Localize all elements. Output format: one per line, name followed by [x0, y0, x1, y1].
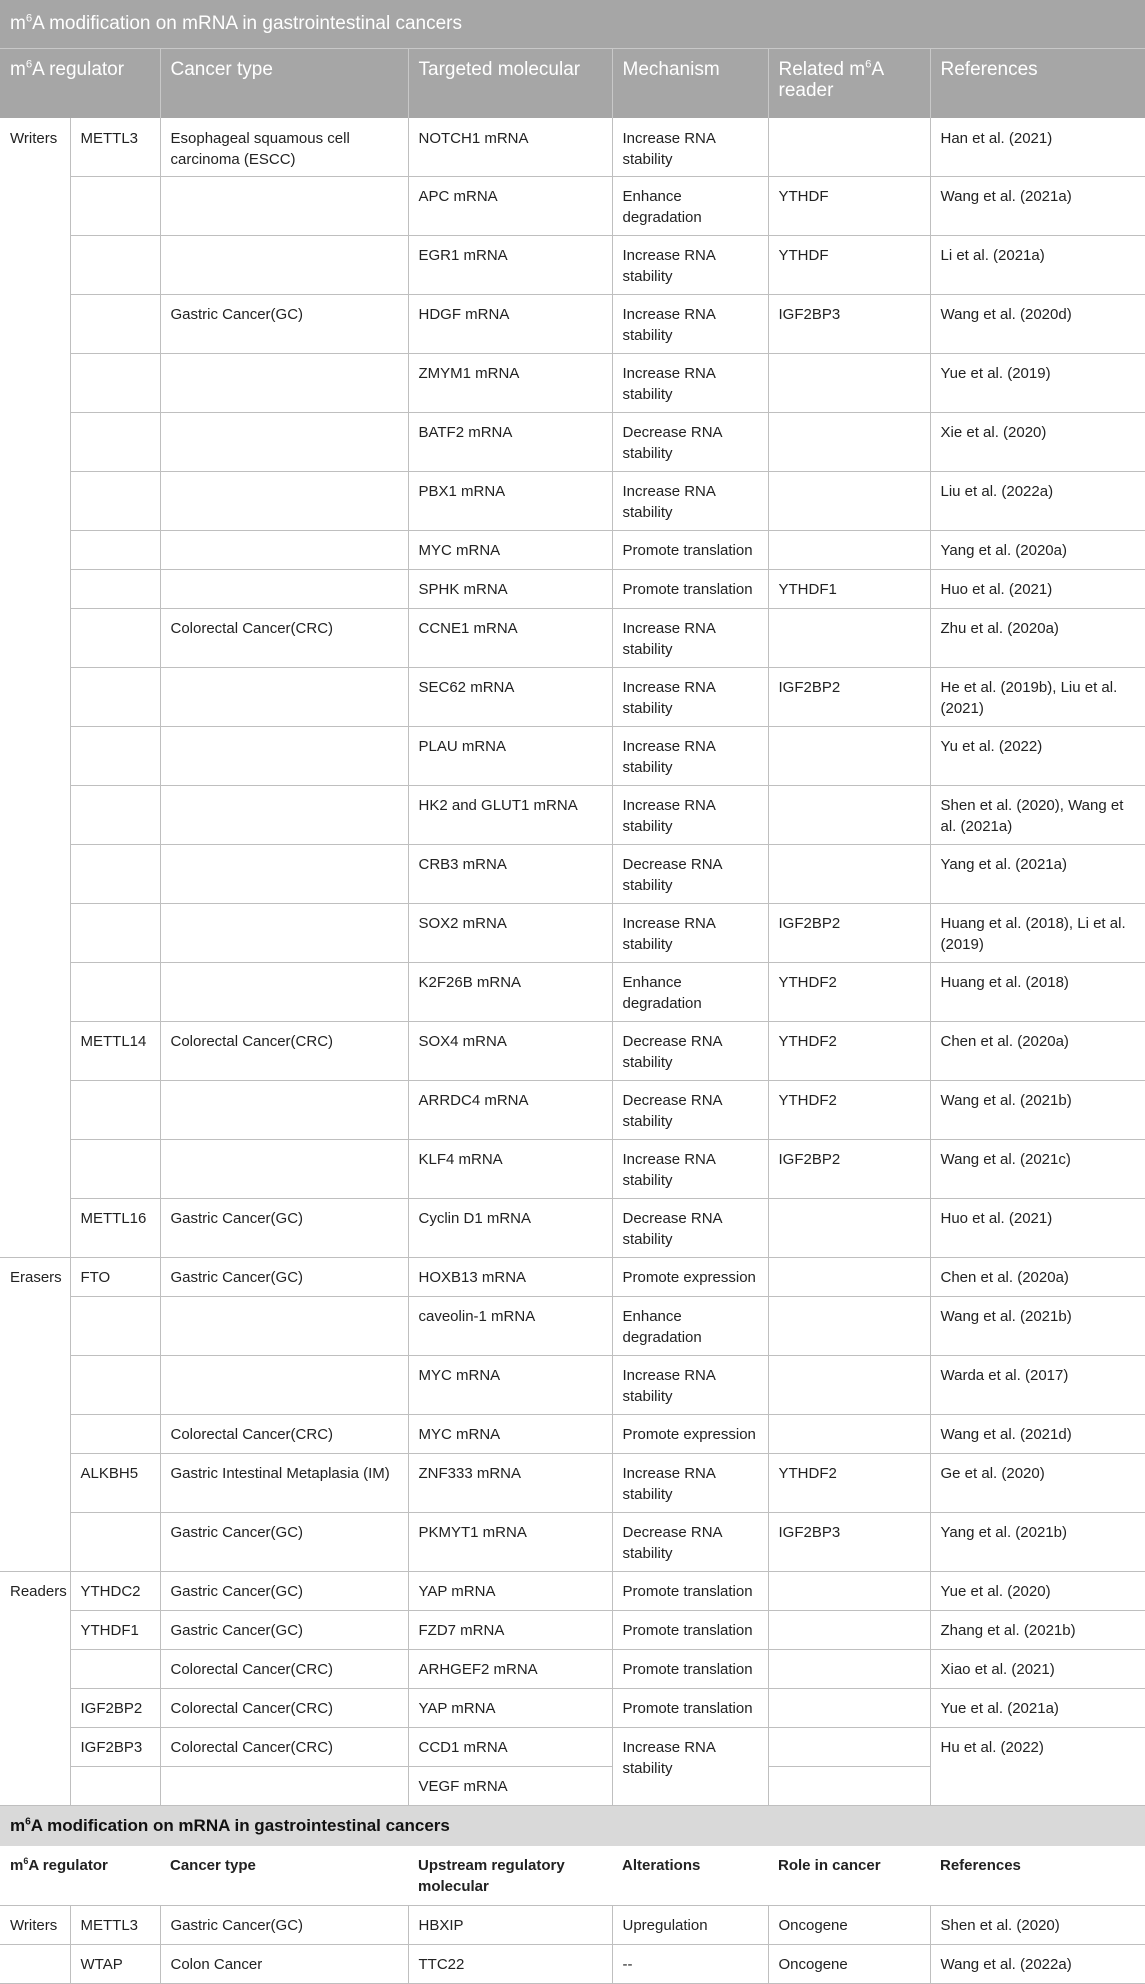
t2-cell-0: Writers [0, 1905, 70, 1944]
table-row [0, 1140, 1145, 1199]
cell-related-reader: YTHDF2 [768, 1022, 930, 1081]
cell-category: Erasers [0, 1258, 70, 1572]
cell-regulator [70, 295, 160, 354]
cell-cancer-type: Colorectal Cancer(CRC) [160, 1415, 408, 1454]
table-row [0, 904, 1145, 963]
cell-related-reader: YTHDF1 [768, 570, 930, 609]
cell-references: Han et al. (2021) [930, 118, 1145, 177]
table-row [0, 1454, 1145, 1513]
cell-related-reader [768, 786, 930, 845]
cell-references: Wang et al. (2021b) [930, 1297, 1145, 1356]
cell-regulator: YTHDF1 [70, 1611, 160, 1650]
table-row [0, 354, 1145, 413]
cell-related-reader: YTHDF2 [768, 963, 930, 1022]
t2-header-upstream: Upstream regulatory molecular [408, 1846, 612, 1905]
cell-regulator: METTL14 [70, 1022, 160, 1081]
cell-regulator [70, 1297, 160, 1356]
cell-cancer-type [160, 1140, 408, 1199]
cell-related-reader: IGF2BP3 [768, 295, 930, 354]
table-row [0, 1689, 1145, 1728]
cell-mechanism: Increase RNA stability [612, 786, 768, 845]
t2-cell-4: Upregulation [612, 1905, 768, 1944]
cell-cancer-type: Gastric Cancer(GC) [160, 1513, 408, 1572]
cell-related-reader: YTHDF2 [768, 1454, 930, 1513]
cell-targeted-molecular: K2F26B mRNA [408, 963, 612, 1022]
cell-related-reader [768, 727, 930, 786]
cell-regulator [70, 472, 160, 531]
cell-targeted-molecular: SPHK mRNA [408, 570, 612, 609]
cell-regulator: METTL3 [70, 118, 160, 177]
cell-mechanism: Decrease RNA stability [612, 1081, 768, 1140]
cell-mechanism: Increase RNA stability [612, 609, 768, 668]
cell-cancer-type [160, 531, 408, 570]
cell-targeted-molecular: PBX1 mRNA [408, 472, 612, 531]
cell-mechanism: Increase RNA stability [612, 354, 768, 413]
cell-cancer-type: Gastric Cancer(GC) [160, 1199, 408, 1258]
cell-cancer-type [160, 236, 408, 295]
table2-title: $m^6A$ modification on mRNA in gastrointestinal cancers [0, 1806, 1145, 1847]
cell-mechanism: Increase RNA stability [612, 236, 768, 295]
cell-references: Wang et al. (2021d) [930, 1415, 1145, 1454]
cell-mechanism: Enhance degradation [612, 963, 768, 1022]
t2-cell-2: Gastric Cancer(GC) [160, 1905, 408, 1944]
cell-mechanism: Increase RNA stability [612, 472, 768, 531]
cell-related-reader [768, 472, 930, 531]
header-references: References [930, 49, 1145, 118]
cell-mechanism: Increase RNA stability [612, 1728, 768, 1806]
cell-mechanism: Increase RNA stability [612, 295, 768, 354]
cell-regulator [70, 177, 160, 236]
cell-regulator: IGF2BP3 [70, 1728, 160, 1767]
cell-cancer-type: Esophageal squamous cell carcinoma (ESCC) [160, 118, 408, 177]
cell-targeted-molecular: CCD1 mRNA [408, 1728, 612, 1767]
cell-related-reader: YTHDF [768, 236, 930, 295]
t2-cell-1: METTL3 [70, 1905, 160, 1944]
cell-mechanism: Promote translation [612, 1689, 768, 1728]
t2-header-regulator: $m^6A$ regulator [0, 1846, 160, 1905]
cell-targeted-molecular: MYC mRNA [408, 1415, 612, 1454]
cell-cancer-type [160, 177, 408, 236]
cell-related-reader: IGF2BP3 [768, 1513, 930, 1572]
table-row [0, 177, 1145, 236]
table-row [0, 1572, 1145, 1611]
cell-mechanism: Promote translation [612, 570, 768, 609]
cell-related-reader: IGF2BP2 [768, 668, 930, 727]
cell-related-reader [768, 609, 930, 668]
cell-references: Wang et al. (2020d) [930, 295, 1145, 354]
table-row [0, 236, 1145, 295]
cell-related-reader [768, 1767, 930, 1806]
table-row [0, 668, 1145, 727]
t2-cell-1: WTAP [70, 1944, 160, 1983]
table-row [0, 1728, 1145, 1767]
cell-regulator [70, 354, 160, 413]
table-row [0, 295, 1145, 354]
cell-targeted-molecular: caveolin-1 mRNA [408, 1297, 612, 1356]
cell-targeted-molecular: SOX4 mRNA [408, 1022, 612, 1081]
cell-references: Chen et al. (2020a) [930, 1258, 1145, 1297]
cell-mechanism: Increase RNA stability [612, 1140, 768, 1199]
t2-header-references: References [930, 1846, 1145, 1905]
cell-related-reader [768, 1572, 930, 1611]
header-cancer-type: Cancer type [160, 49, 408, 118]
cell-regulator: ALKBH5 [70, 1454, 160, 1513]
cell-regulator [70, 570, 160, 609]
cell-category: Readers [0, 1572, 70, 1806]
cell-regulator [70, 1140, 160, 1199]
cell-references: Yang et al. (2021a) [930, 845, 1145, 904]
cell-targeted-molecular: KLF4 mRNA [408, 1140, 612, 1199]
cell-cancer-type: Gastric Intestinal Metaplasia (IM) [160, 1454, 408, 1513]
cell-cancer-type [160, 1297, 408, 1356]
t2-cell-6: Wang et al. (2022a) [930, 1944, 1145, 1983]
cell-targeted-molecular: CCNE1 mRNA [408, 609, 612, 668]
table-row [0, 1650, 1145, 1689]
cell-regulator [70, 786, 160, 845]
cell-regulator [70, 609, 160, 668]
cell-targeted-molecular: ARRDC4 mRNA [408, 1081, 612, 1140]
table-row [0, 413, 1145, 472]
cell-cancer-type: Colorectal Cancer(CRC) [160, 609, 408, 668]
t2-cell-5: Oncogene [768, 1944, 930, 1983]
t2-cell-4: -- [612, 1944, 768, 1983]
table-row [0, 531, 1145, 570]
cell-references: Huang et al. (2018) [930, 963, 1145, 1022]
cell-references: Yang et al. (2021b) [930, 1513, 1145, 1572]
t2-cell-3: HBXIP [408, 1905, 612, 1944]
t2-header-cancer-type: Cancer type [160, 1846, 408, 1905]
cell-cancer-type [160, 472, 408, 531]
cell-targeted-molecular: YAP mRNA [408, 1572, 612, 1611]
cell-references: Yue et al. (2019) [930, 354, 1145, 413]
cell-targeted-molecular: VEGF mRNA [408, 1767, 612, 1806]
cell-references: Warda et al. (2017) [930, 1356, 1145, 1415]
cell-cancer-type [160, 845, 408, 904]
table-row [0, 570, 1145, 609]
cell-regulator [70, 1415, 160, 1454]
cell-regulator: METTL16 [70, 1199, 160, 1258]
cell-cancer-type: Gastric Cancer(GC) [160, 1572, 408, 1611]
cell-cancer-type [160, 1767, 408, 1806]
t2-header-alterations: Alterations [612, 1846, 768, 1905]
cell-references: Chen et al. (2020a) [930, 1022, 1145, 1081]
cell-targeted-molecular: CRB3 mRNA [408, 845, 612, 904]
cell-cancer-type [160, 963, 408, 1022]
t2-cell-5: Oncogene [768, 1905, 930, 1944]
cell-regulator [70, 1356, 160, 1415]
cell-mechanism: Decrease RNA stability [612, 1513, 768, 1572]
cell-references: Zhu et al. (2020a) [930, 609, 1145, 668]
header-regulator: $m^6A$ regulator [0, 49, 160, 118]
cell-targeted-molecular: SEC62 mRNA [408, 668, 612, 727]
cell-references: Wang et al. (2021b) [930, 1081, 1145, 1140]
cell-targeted-molecular: HK2 and GLUT1 mRNA [408, 786, 612, 845]
cell-mechanism: Increase RNA stability [612, 118, 768, 177]
cell-cancer-type [160, 668, 408, 727]
cell-targeted-molecular: BATF2 mRNA [408, 413, 612, 472]
table-row [0, 727, 1145, 786]
t2-cell-0 [0, 1944, 70, 1983]
table-row [0, 472, 1145, 531]
table-row [0, 609, 1145, 668]
cell-related-reader [768, 1689, 930, 1728]
t2-cell-2: Colon Cancer [160, 1944, 408, 1983]
cell-regulator: YTHDC2 [70, 1572, 160, 1611]
cell-related-reader [768, 1611, 930, 1650]
cell-regulator: IGF2BP2 [70, 1689, 160, 1728]
cell-targeted-molecular: MYC mRNA [408, 531, 612, 570]
cell-regulator [70, 963, 160, 1022]
table1-body [0, 118, 1145, 1806]
cell-related-reader [768, 1650, 930, 1689]
cell-references: Li et al. (2021a) [930, 236, 1145, 295]
cell-references: Wang et al. (2021a) [930, 177, 1145, 236]
cell-targeted-molecular: SOX2 mRNA [408, 904, 612, 963]
cell-mechanism: Decrease RNA stability [612, 845, 768, 904]
t2-header-role: Role in cancer [768, 1846, 930, 1905]
cell-cancer-type: Colorectal Cancer(CRC) [160, 1728, 408, 1767]
cell-mechanism: Promote expression [612, 1415, 768, 1454]
cell-references: Ge et al. (2020) [930, 1454, 1145, 1513]
cell-mechanism: Promote translation [612, 531, 768, 570]
table-row [0, 1297, 1145, 1356]
cell-mechanism: Promote translation [612, 1650, 768, 1689]
header-related-reader: Related $m^6A$ reader [768, 49, 930, 118]
cell-cancer-type [160, 413, 408, 472]
cell-references: Huo et al. (2021) [930, 570, 1145, 609]
cell-related-reader: YTHDF [768, 177, 930, 236]
table-row [0, 1199, 1145, 1258]
table-row [0, 1905, 1145, 1944]
cell-regulator [70, 1513, 160, 1572]
table-row [0, 1081, 1145, 1140]
cell-references: Huang et al. (2018), Li et al. (2019) [930, 904, 1145, 963]
cell-regulator [70, 1081, 160, 1140]
cell-regulator [70, 904, 160, 963]
table-row [0, 1611, 1145, 1650]
cell-cancer-type: Colorectal Cancer(CRC) [160, 1689, 408, 1728]
cell-cancer-type [160, 354, 408, 413]
cell-references: Shen et al. (2020), Wang et al. (2021a) [930, 786, 1145, 845]
table-row [0, 1415, 1145, 1454]
cell-cancer-type [160, 727, 408, 786]
table-row [0, 1513, 1145, 1572]
cell-cancer-type [160, 1081, 408, 1140]
cell-references: Yue et al. (2020) [930, 1572, 1145, 1611]
cell-mechanism: Increase RNA stability [612, 668, 768, 727]
cell-related-reader [768, 1297, 930, 1356]
cell-references: Hu et al. (2022) [930, 1728, 1145, 1806]
table-row [0, 963, 1145, 1022]
cell-references: Yu et al. (2022) [930, 727, 1145, 786]
cell-references: Xiao et al. (2021) [930, 1650, 1145, 1689]
cell-related-reader: IGF2BP2 [768, 1140, 930, 1199]
cell-cancer-type: Colorectal Cancer(CRC) [160, 1650, 408, 1689]
cell-cancer-type [160, 570, 408, 609]
cell-references: Xie et al. (2020) [930, 413, 1145, 472]
cell-regulator: FTO [70, 1258, 160, 1297]
cell-mechanism: Decrease RNA stability [612, 413, 768, 472]
table-row [0, 845, 1145, 904]
cell-references: Huo et al. (2021) [930, 1199, 1145, 1258]
cell-related-reader [768, 845, 930, 904]
cell-mechanism: Promote translation [612, 1572, 768, 1611]
cell-mechanism: Decrease RNA stability [612, 1022, 768, 1081]
cell-cancer-type [160, 904, 408, 963]
table-title: $m^6A$ modification on mRNA in gastrointestinal cancers [0, 0, 1145, 49]
table2-body [0, 1905, 1145, 1983]
cell-mechanism: Increase RNA stability [612, 727, 768, 786]
cell-targeted-molecular: ZMYM1 mRNA [408, 354, 612, 413]
cell-regulator [70, 845, 160, 904]
cell-targeted-molecular: FZD7 mRNA [408, 1611, 612, 1650]
cell-targeted-molecular: MYC mRNA [408, 1356, 612, 1415]
cell-targeted-molecular: HOXB13 mRNA [408, 1258, 612, 1297]
cell-mechanism: Enhance degradation [612, 177, 768, 236]
table-row [0, 1356, 1145, 1415]
cell-mechanism: Increase RNA stability [612, 1356, 768, 1415]
table-row [0, 1258, 1145, 1297]
cell-references: Wang et al. (2021c) [930, 1140, 1145, 1199]
cell-targeted-molecular: HDGF mRNA [408, 295, 612, 354]
cell-mechanism: Decrease RNA stability [612, 1199, 768, 1258]
cell-regulator [70, 413, 160, 472]
cell-related-reader: YTHDF2 [768, 1081, 930, 1140]
cell-related-reader [768, 1199, 930, 1258]
table-row [0, 786, 1145, 845]
cell-cancer-type [160, 1356, 408, 1415]
cell-targeted-molecular: ZNF333 mRNA [408, 1454, 612, 1513]
cell-regulator [70, 236, 160, 295]
cell-targeted-molecular: Cyclin D1 mRNA [408, 1199, 612, 1258]
cell-regulator [70, 531, 160, 570]
cell-regulator [70, 727, 160, 786]
cell-cancer-type: Gastric Cancer(GC) [160, 295, 408, 354]
cell-references: Zhang et al. (2021b) [930, 1611, 1145, 1650]
cell-regulator [70, 1650, 160, 1689]
cell-cancer-type: Gastric Cancer(GC) [160, 1611, 408, 1650]
t2-cell-6: Shen et al. (2020) [930, 1905, 1145, 1944]
cell-targeted-molecular: PKMYT1 mRNA [408, 1513, 612, 1572]
cell-related-reader [768, 1728, 930, 1767]
cell-related-reader: IGF2BP2 [768, 904, 930, 963]
header-targeted-molecular: Targeted molecular [408, 49, 612, 118]
cell-targeted-molecular: YAP mRNA [408, 1689, 612, 1728]
cell-references: Yue et al. (2021a) [930, 1689, 1145, 1728]
cell-mechanism: Increase RNA stability [612, 1454, 768, 1513]
cell-cancer-type: Colorectal Cancer(CRC) [160, 1022, 408, 1081]
cell-related-reader [768, 531, 930, 570]
table-row [0, 1944, 1145, 1983]
cell-mechanism: Increase RNA stability [612, 904, 768, 963]
cell-references: Yang et al. (2020a) [930, 531, 1145, 570]
cell-cancer-type [160, 786, 408, 845]
cell-related-reader [768, 1258, 930, 1297]
cell-related-reader [768, 1356, 930, 1415]
cell-regulator [70, 1767, 160, 1806]
cell-references: He et al. (2019b), Liu et al. (2021) [930, 668, 1145, 727]
header-mechanism: Mechanism [612, 49, 768, 118]
cell-targeted-molecular: ARHGEF2 mRNA [408, 1650, 612, 1689]
table-row [0, 1022, 1145, 1081]
cell-targeted-molecular: PLAU mRNA [408, 727, 612, 786]
cell-references: Liu et al. (2022a) [930, 472, 1145, 531]
cell-targeted-molecular: APC mRNA [408, 177, 612, 236]
cell-regulator [70, 668, 160, 727]
cell-category: Writers [0, 118, 70, 1258]
cell-related-reader [768, 1415, 930, 1454]
cell-cancer-type: Gastric Cancer(GC) [160, 1258, 408, 1297]
cell-targeted-molecular: EGR1 mRNA [408, 236, 612, 295]
cell-related-reader [768, 413, 930, 472]
cell-mechanism: Promote translation [612, 1611, 768, 1650]
cell-related-reader [768, 354, 930, 413]
cell-targeted-molecular: NOTCH1 mRNA [408, 118, 612, 177]
table-row [0, 118, 1145, 177]
t2-cell-3: TTC22 [408, 1944, 612, 1983]
cell-related-reader [768, 118, 930, 177]
cell-mechanism: Enhance degradation [612, 1297, 768, 1356]
cell-mechanism: Promote expression [612, 1258, 768, 1297]
